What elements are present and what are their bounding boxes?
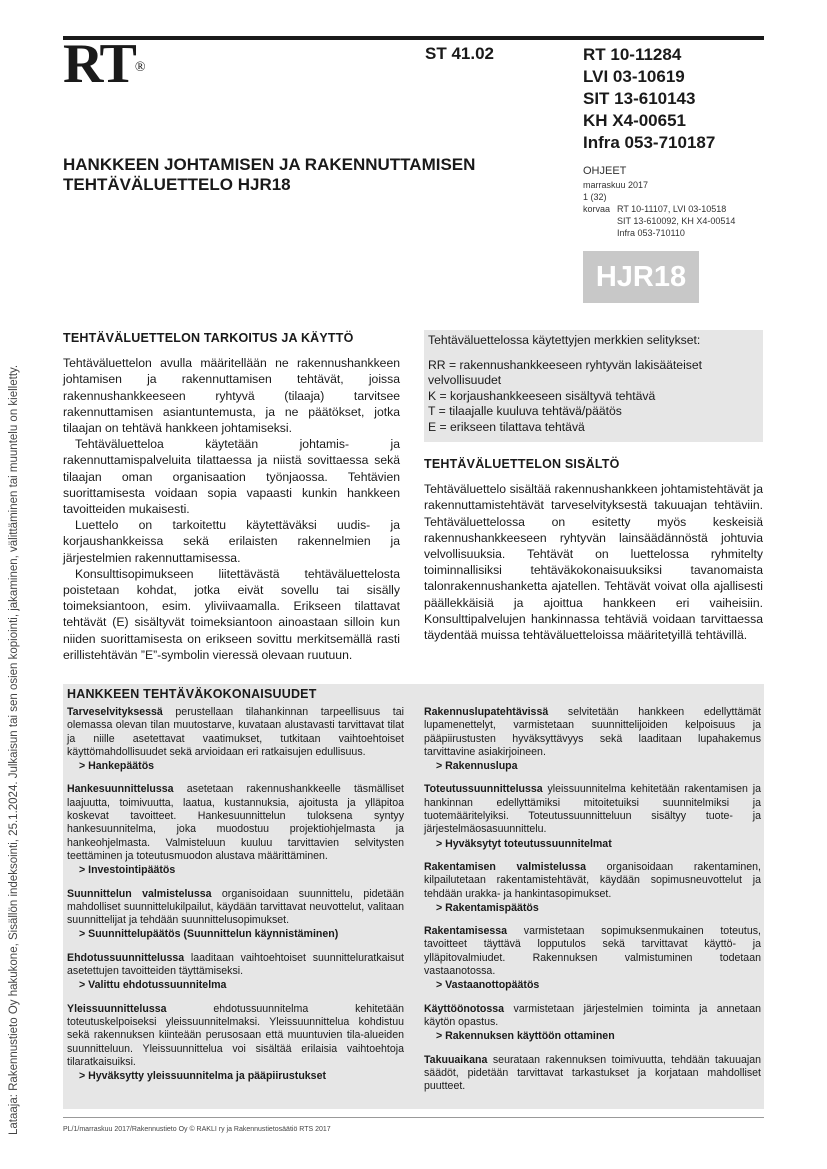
task-result: > Investointipäätös [79, 864, 176, 877]
task-result: > Valittu ehdotussuunnitelma [79, 979, 227, 992]
task-result: > Rakentamispäätös [436, 901, 539, 914]
task-item: Hankesuunnittelussa asetetaan rakennushankkeelle täsmälliset laajuutta, toimivuutta, laatua, kustannuksia, ajoitusta ja ylläpitoa koskevat tavoitteet. Hankesuunnittelun tuloksena syntyy hankesuunnitelma, joka muodostuu projektiohjelmasta ja hankeohjelmasta. Valmisteluun kuuluu tarvittavien selvitysten teettäminen ja toteutusmuodon alustava määrittäminen. > Investointipäätös [67, 783, 404, 877]
task-item: Rakentamisen valmistelussa organisoidaan rakentaminen, kilpailutetaan rakentamistehtävät, käydään sopimusneuvottelut ja tehdään urakka- ja hankintasopimukset. > Rakentamispäätös [424, 860, 761, 914]
purpose-section [63, 330, 400, 663]
download-notice: Lataaja: Rakennustieto Oy hakukone, Sisällön indeksointi, 25.1.2024. Julkaisun tai sen osien kopiointi, jakaminen, välittäminen tai muuntelu on kielletty. [8, 364, 20, 1135]
document-codes [583, 44, 715, 154]
footer-text: PL/1/marraskuu 2017/Rakennustieto Oy © RAKLI ry ja Rakennustietosäätiö RTS 2017 [63, 1126, 331, 1133]
task-result: > Hyväksytty yleissuunnitelma ja pääpiirustukset [79, 1070, 326, 1083]
task-item: Suunnittelun valmistelussa organisoidaan suunnittelu, pidetään mahdolliset suunnittelukilpailut, käydään tarvittavat neuvottelut, valitaan suunnittelijat ja tehdään suunnittelusopimukset. > Suunnittelupäätös (Suunnittelun käynnistäminen) [67, 887, 404, 941]
doc-date: marraskuu 2017 [583, 180, 649, 190]
hjr18-badge: HJR18 [583, 251, 699, 303]
st-number: ST 41.02 [425, 44, 494, 63]
code-lvi: LVI 03-10619 [583, 67, 685, 86]
legend-box [424, 330, 763, 442]
code-rt: RT 10-11284 [583, 45, 682, 64]
task-result: > Rakennuksen käyttöön ottaminen [436, 1030, 615, 1043]
code-sit: SIT 13-610143 [583, 89, 696, 108]
task-item: Yleissuunnittelussa ehdotussuunnitelma kehitetään toteutuskelpoiseksi yleissuunnitelmaksi. Yleissuunnittelua kohdistuu sekä rakennuksen kiinteään perusosaan että muuntuvien tila-alueiden suunnitteluun. Yleissuunnittelua voi sisältää erilaisia vaihtoehtoja tilaratkaisuiksi. > Hyväksytty yleissuunnitelma ja pääpiirustukset [67, 1002, 404, 1083]
task-entities-box [63, 684, 764, 1109]
purpose-paragraph: Tehtäväluetteloa käytetään johtamis- ja rakennuttamispalveluita tilattaessa ja niistä sovittaessa sekä tilaajan oman organisaation työnjaossa. Tehtävien suorittamisesta voidaan sopia vapaasti kunkin hankkeen tavoitteiden mukaisesti. [63, 437, 400, 517]
task-item: Rakennuslupatehtävissä selvitetään hankkeen edellyttämät lupamenettelyt, varmistetaan suunnittelijoiden kelpoisuus ja pääpiirustusten hyväksyttävyys sekä laaditaan lupahakemus tarvittavine asiakirjoineen. > Rakennuslupa [424, 706, 761, 773]
task-result: > Suunnittelupäätös (Suunnittelun käynnistäminen) [79, 928, 339, 941]
legend-item: K = korjaushankkeeseen sisältyvä tehtävä [428, 388, 656, 403]
purpose-paragraph: Konsulttisopimukseen liitettävästä tehtäväluettelosta poistetaan kohdat, jotka eivät sovellu tai sisälly toimeksiantoon, esim. yliviivaamalla. Erikseen tilattavat tehtävät (E) sisältyvät toimeksiantoon ainoastaan silloin kun niiden suorittamisesta on erikseen sovittu merkitsemällä rasti erillistehtävän ”E”-symbolin vieressä olevaan ruutuun. [63, 566, 400, 662]
page-title: HANKKEEN JOHTAMISEN JA RAKENNUTTAMISEN TEHTÄVÄLUETTELO HJR18 [63, 155, 476, 194]
task-item: Ehdotussuunnittelussa laaditaan vaihtoehtoiset suunnitteluratkaisut asetettujen tavoitteiden täyttämiseksi. > Valittu ehdotussuunnitelma [67, 951, 404, 992]
document-meta [583, 164, 735, 239]
code-kh: KH X4-00651 [583, 111, 687, 130]
footer-rule [63, 1117, 764, 1118]
tasks-left-column [67, 706, 404, 1093]
contents-paragraph: Tehtäväluettelo sisältää rakennushankkeen johtamistehtävät ja rakennuttamistehtävät tarveselvityksestä takuuajan tehtäviin. Tehtäväluettelossa on esitetty myös keskeisiä rakennushankkeeseen ryhtyvän lainsäädännöstä johtuvia velvollisuuksia. Tehtävät on luettelossa ryhmitelty toiminnallisiksi tehtäväkokonaisuuksiksi tavanomaista talonrakennushanketta ajatellen. Tehtävät voivat olla ajallisesti päällekkäisiä ja ajoittua hankkeen eri vaiheisiin. Konsulttipalvelujen hankinnassa tehtäviä voidaan tarvittaessa täydentää muissa tehtäväluetteloissa määritetyillä tehtävillä. [424, 482, 763, 643]
doc-pages: 1 (32) [583, 192, 607, 202]
code-infra: Infra 053-710187 [583, 133, 716, 152]
purpose-paragraph: Luettelo on tarkoitettu käytettäväksi uudis- ja korjaushankkeissa sekä erilaisten rakennelmien ja järjestelmien rakennuttamisessa. [63, 518, 400, 565]
tasks-heading: HANKKEEN TEHTÄVÄKOKONAISUUDET [67, 687, 317, 701]
task-result: > Vastaanottopäätös [436, 979, 540, 992]
task-result: > Rakennuslupa [436, 760, 518, 773]
replaces-label: korvaa [583, 204, 611, 214]
task-item: Tarveselvityksessä perustellaan tilahankinnan tarpeellisuus tai olemassa olevan tilan muutostarve, kuvataan alustavasti tarvittavat tilat ja niille asetettavat vaatimukset, tutkitaan vaihtoehtoiset käyttömahdollisuudet sekä arvioidaan eri ratkaisujen edullisuus. > Hankepäätös [67, 706, 404, 773]
legend-item: RR = rakennushankkeeseen ryhtyvän lakisääteiset velvollisuudet [428, 357, 703, 388]
contents-section [424, 456, 763, 643]
task-item: Toteutussuunnittelussa yleissuunnitelma kehitetään rakentamisen ja hankinnan edellyttämiksi mitoitetuiksi suunnitelmiksi ja tuotemääritelyiksi. Toteutussuunnitteluun sisältyy tuote- ja järjestelmäosasuunnittelu. > Hyväksytyt toteutussuunnitelmat [424, 783, 761, 850]
task-result: > Hyväksytyt toteutussuunnitelmat [436, 837, 612, 850]
legend-item: E = erikseen tilattava tehtävä [428, 419, 585, 434]
legend-item: T = tilaajalle kuuluva tehtävä/päätös [428, 404, 622, 419]
purpose-paragraph: Tehtäväluettelon avulla määritellään ne rakennushankkeen johtamisen ja rakennuttamisen tehtävät, joissa rakennushankkeeseen ryhtyvä (tilaaja) tarvitsee rakennuttamisen asiantuntemusta, ja ne päätökset, jotka tilaajan on tehtävä hankkeen johtamiseksi. [63, 356, 400, 436]
rt-logo: RT® [63, 33, 146, 95]
task-item: Takuuaikana seurataan rakennuksen toimivuutta, tehdään takuuajan säädöt, pidetään tarvittavat tarkastukset ja korjataan mahdolliset puutteet. [424, 1053, 761, 1093]
contents-heading: TEHTÄVÄLUETTELON SISÄLTÖ [424, 457, 620, 471]
replaces-block: korvaa RT 10-11107, LVI 03-10518 SIT 13-610092, KH X4-00514 Infra 053-710110 [583, 204, 736, 238]
doc-type: OHJEET [583, 165, 627, 177]
task-result: > Hankepäätös [79, 760, 155, 773]
tasks-right-column [424, 706, 761, 1103]
task-item: Rakentamisessa varmistetaan sopimuksenmukainen toteutus, tavoitteet täyttävä lopputulos sekä tarvittavat käyttö- ja ylläpitovalmiudet. Rakennuksen valmistuminen todetaan vastaanotossa. > Vastaanottopäätös [424, 925, 761, 992]
task-item: Käyttöönotossa varmistetaan järjestelmien toiminta ja annetaan käytön opastus. > Rakennuksen käyttöön ottaminen [424, 1002, 761, 1043]
top-rule [63, 36, 764, 40]
legend-title: Tehtäväluettelossa käytettyjen merkkien selitykset: [428, 333, 701, 347]
purpose-heading: TEHTÄVÄLUETTELON TARKOITUS JA KÄYTTÖ [63, 331, 354, 345]
